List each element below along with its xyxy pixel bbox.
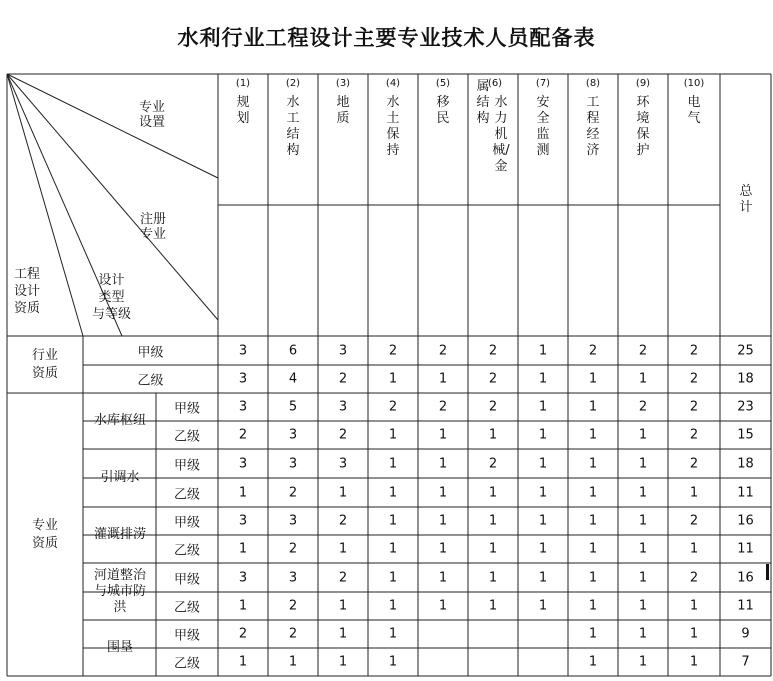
table-cell: 3 <box>238 513 248 529</box>
column-number: (1) <box>235 78 251 89</box>
table-cell: 1 <box>588 456 598 471</box>
row-level-label: 甲级 <box>173 458 201 473</box>
header-specialty-setting: 专业 设置 <box>139 100 166 130</box>
table-cell: 3 <box>288 456 298 471</box>
table-cell: 1 <box>388 654 398 670</box>
table-cell: 5 <box>288 399 298 415</box>
table-cell: 2 <box>689 399 699 415</box>
table-cell: 1 <box>538 427 548 443</box>
table-cell: 1 <box>388 570 398 585</box>
table-cell: 2 <box>588 343 598 358</box>
table-cell: 1 <box>638 485 648 500</box>
table-cell: 1 <box>438 485 448 500</box>
table-cell: 2 <box>288 598 298 614</box>
table-cell-total: 11 <box>737 541 754 557</box>
row-level-label: 甲级 <box>173 515 201 531</box>
row-level-label: 乙级 <box>173 656 201 672</box>
table-cell: 1 <box>388 427 398 443</box>
table-cell-total: 7 <box>741 654 750 670</box>
table-cell-total: 18 <box>737 456 754 471</box>
table-cell: 1 <box>238 654 248 670</box>
table-cell: 1 <box>338 626 348 642</box>
table-cell: 1 <box>288 654 298 670</box>
table-cell: 3 <box>288 427 298 443</box>
table-cell: 2 <box>238 427 248 443</box>
table-cell: 3 <box>288 570 298 585</box>
table-cell: 2 <box>638 399 648 415</box>
table-cell: 1 <box>689 598 699 614</box>
category-label: 水库枢纽 <box>93 413 147 428</box>
column-number: (5) <box>435 78 451 89</box>
column-header-10: 电气 <box>687 95 701 126</box>
row-level-label: 甲级 <box>137 345 164 360</box>
table-cell: 1 <box>488 541 498 557</box>
header-engineering-qualification: 工程 设计 资质 <box>14 267 41 316</box>
table-cell: 1 <box>689 626 699 642</box>
row-level-label: 甲级 <box>173 401 201 417</box>
cursor-marker <box>766 564 769 580</box>
table-cell: 1 <box>388 541 398 557</box>
table-cell: 1 <box>538 399 548 415</box>
table-cell: 1 <box>638 626 648 642</box>
table-cell: 1 <box>438 598 448 614</box>
table-cell-total: 16 <box>737 513 754 529</box>
table-cell-total: 15 <box>737 427 754 443</box>
group-industry-qualification: 行业 资质 <box>31 348 59 381</box>
table-cell: 1 <box>388 456 398 471</box>
table-cell: 1 <box>488 485 498 500</box>
table-cell: 1 <box>538 343 548 358</box>
table-cell: 3 <box>238 343 248 358</box>
category-label: 河道整治 与城市防 洪 <box>93 568 147 615</box>
table-cell-total: 11 <box>737 485 754 500</box>
table-cell: 1 <box>638 427 648 443</box>
table-cell: 1 <box>638 456 648 471</box>
column-number: (10) <box>683 78 705 89</box>
column-header-prefix: 属结构 <box>476 79 490 126</box>
table-cell: 1 <box>538 456 548 471</box>
header-design-type-level: 设计 类型 与等级 <box>92 273 132 322</box>
table-cell-total: 25 <box>737 343 754 358</box>
table-cell-total: 9 <box>741 626 750 642</box>
table-cell: 1 <box>438 427 448 443</box>
column-header-2: 水工结构 <box>286 95 300 158</box>
table-cell: 2 <box>689 456 699 471</box>
table-cell: 1 <box>338 485 348 500</box>
row-level-label: 甲级 <box>173 628 201 644</box>
table-cell: 3 <box>338 456 348 471</box>
table-cell: 3 <box>238 371 248 387</box>
table-cell: 1 <box>488 598 498 614</box>
table-cell: 1 <box>588 427 598 443</box>
table-cell: 1 <box>488 513 498 529</box>
table-cell: 2 <box>338 513 348 529</box>
row-level-label: 甲级 <box>173 572 201 587</box>
table-cell: 1 <box>638 541 648 557</box>
table-cell: 2 <box>338 570 348 585</box>
column-number: (7) <box>535 78 551 89</box>
header-registered-specialty: 注册 专业 <box>140 212 167 242</box>
table-cell-total: 16 <box>737 570 754 585</box>
category-label: 引调水 <box>100 470 140 485</box>
table-cell: 3 <box>338 343 348 358</box>
table-cell: 1 <box>638 513 648 529</box>
table-cell: 2 <box>689 371 699 387</box>
table-cell: 1 <box>238 485 248 500</box>
table-cell: 2 <box>689 343 699 358</box>
table-cell: 3 <box>288 513 298 529</box>
column-header-4: 水土保持 <box>386 95 400 158</box>
table-cell-total: 23 <box>737 399 754 415</box>
table-cell: 1 <box>538 485 548 500</box>
row-level-label: 乙级 <box>173 429 201 445</box>
table-cell: 1 <box>488 570 498 585</box>
page-title: 水利行业工程设计主要专业技术人员配备表 <box>177 26 596 50</box>
table-cell: 1 <box>588 513 598 529</box>
column-header-8: 工程经济 <box>586 95 600 158</box>
table-cell: 2 <box>488 343 498 358</box>
table-cell: 2 <box>488 399 498 415</box>
table-cell: 1 <box>388 485 398 500</box>
table-cell: 1 <box>588 654 598 670</box>
table-cell: 2 <box>689 513 699 529</box>
table-cell: 2 <box>689 427 699 443</box>
table-cell: 6 <box>288 343 298 358</box>
table-cell: 1 <box>388 598 398 614</box>
table-cell: 1 <box>388 371 398 387</box>
table-cell: 1 <box>238 598 248 614</box>
table-cell: 1 <box>689 541 699 557</box>
table-cell: 3 <box>338 399 348 415</box>
table-cell: 2 <box>488 371 498 387</box>
table-cell: 2 <box>388 343 398 358</box>
row-level-label: 乙级 <box>173 600 201 616</box>
table-cell: 1 <box>338 654 348 670</box>
column-header-3: 地质 <box>336 95 350 126</box>
column-number: (9) <box>635 78 651 89</box>
column-number: (8) <box>585 78 601 89</box>
table-cell: 2 <box>638 343 648 358</box>
table-cell: 3 <box>238 399 248 415</box>
table-cell: 1 <box>638 371 648 387</box>
table-cell: 1 <box>238 541 248 557</box>
table-cell: 1 <box>538 570 548 585</box>
table-cell: 1 <box>638 598 648 614</box>
table-cell: 2 <box>288 541 298 557</box>
table-cell-total: 11 <box>737 598 754 614</box>
table-cell: 1 <box>588 598 598 614</box>
table-cell: 2 <box>438 399 448 415</box>
column-header-6: 水力机械/金 <box>492 95 510 174</box>
table-cell: 1 <box>438 570 448 585</box>
table-cell: 1 <box>689 654 699 670</box>
row-level-label: 乙级 <box>173 543 201 559</box>
column-header-9: 环境保护 <box>636 95 650 158</box>
table-cell: 1 <box>638 654 648 670</box>
column-header-5: 移民 <box>436 95 450 126</box>
table-cell: 1 <box>338 541 348 557</box>
table-cell: 2 <box>488 456 498 471</box>
table-cell: 2 <box>338 371 348 387</box>
column-number: (4) <box>385 78 401 89</box>
table-cell: 2 <box>388 399 398 415</box>
table-cell: 1 <box>438 541 448 557</box>
table-cell: 1 <box>538 371 548 387</box>
table-cell: 3 <box>238 570 248 585</box>
column-header-7: 安全监测 <box>536 95 550 158</box>
table-cell: 1 <box>438 513 448 529</box>
table-cell: 2 <box>689 570 699 585</box>
table-cell: 1 <box>588 541 598 557</box>
table-cell: 3 <box>238 456 248 471</box>
table-cell: 2 <box>338 427 348 443</box>
table-cell: 1 <box>638 570 648 585</box>
table-cell: 2 <box>438 343 448 358</box>
table-cell: 1 <box>438 371 448 387</box>
table-cell: 1 <box>438 456 448 471</box>
column-header-1: 规划 <box>236 95 250 126</box>
category-label: 灌溉排涝 <box>93 527 147 542</box>
table-cell: 1 <box>538 541 548 557</box>
row-level-label: 乙级 <box>173 487 201 502</box>
table-cell: 1 <box>588 626 598 642</box>
table-cell: 1 <box>538 513 548 529</box>
column-number: (6) <box>487 78 503 89</box>
category-label: 围垦 <box>106 640 134 655</box>
column-number: (2) <box>285 78 301 89</box>
table-cell: 1 <box>538 598 548 614</box>
table-cell: 1 <box>588 399 598 415</box>
table-cell: 1 <box>689 485 699 500</box>
column-header-total: 总计 <box>739 184 753 215</box>
column-number: (3) <box>335 78 351 89</box>
table-cell: 1 <box>388 626 398 642</box>
table-cell: 1 <box>488 427 498 443</box>
table-cell: 1 <box>588 371 598 387</box>
table-cell: 1 <box>588 485 598 500</box>
table-cell: 1 <box>588 570 598 585</box>
group-specialty-qualification: 专业 资质 <box>31 518 59 551</box>
table-cell: 2 <box>238 626 248 642</box>
table-cell: 1 <box>338 598 348 614</box>
table-cell: 2 <box>288 485 298 500</box>
table-cell: 2 <box>288 626 298 642</box>
table-cell: 4 <box>288 371 298 387</box>
diagonal-line <box>7 74 218 178</box>
table-cell: 1 <box>388 513 398 529</box>
table-cell-total: 18 <box>737 371 754 387</box>
row-level-label: 乙级 <box>137 373 164 389</box>
